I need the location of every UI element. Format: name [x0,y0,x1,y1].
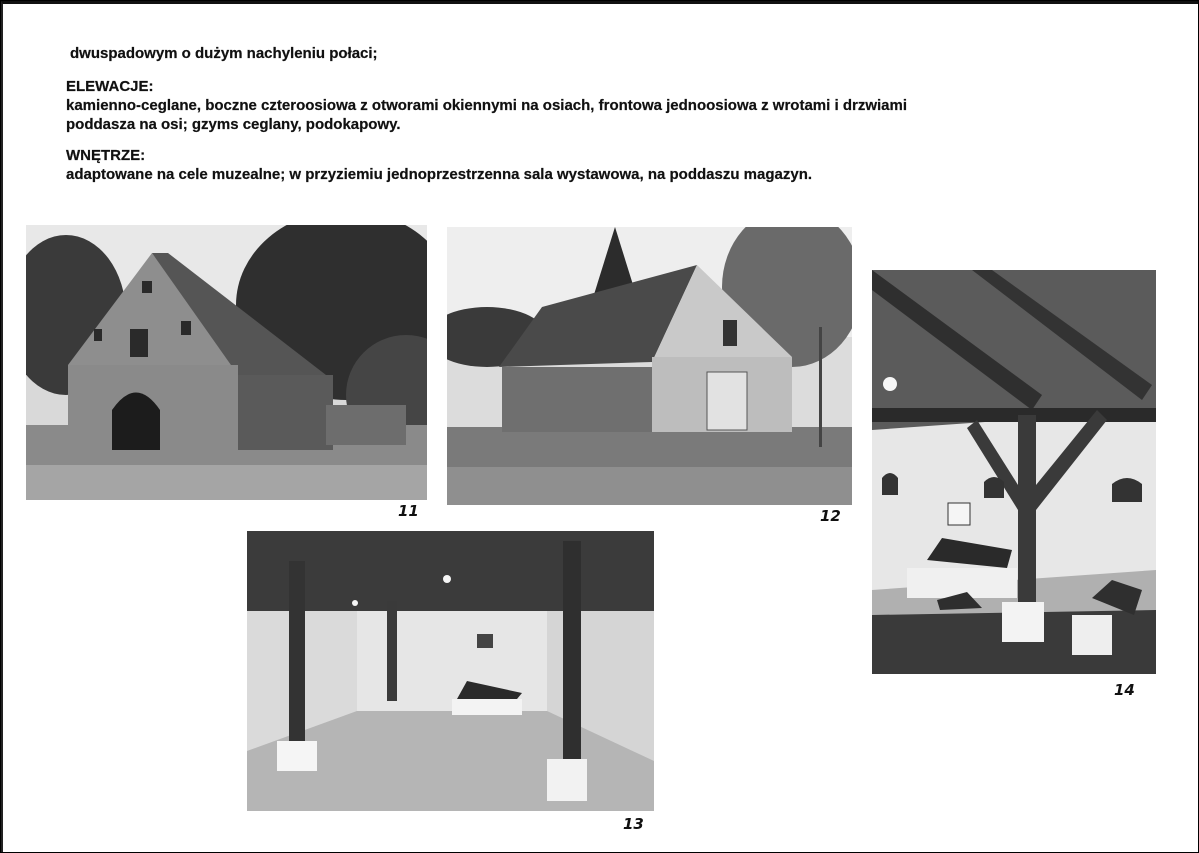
photo-stone-barn [447,227,852,505]
photo-number: 13 [623,815,644,833]
section-line: adaptowane na cele muzealne; w przyziemiu jednoprzestrzenna sala wystawowa, na poddaszu magazyn. [66,166,813,183]
photo-number: 12 [820,507,841,525]
photo-interior-beams [872,270,1156,674]
intro-line: dwuspadowym o dużym nachyleniu połaci; [70,45,378,62]
photo-interior-hall [247,531,654,811]
section-line: kamienno-ceglane, boczne czteroosiowa z otworami okiennymi na osiach, frontowa jednoosiowa z wrotami i drzwiami [66,97,907,114]
photo-brick-barn [26,225,427,500]
section-heading-interior: WNĘTRZE: [66,147,146,164]
section-heading-elevations: ELEWACJE: [66,78,154,95]
photo-number: 14 [1114,681,1135,699]
photo-number: 11 [398,502,419,520]
section-line: poddasza na osi; gzyms ceglany, podokapowy. [66,116,401,133]
description-text [66,44,1046,184]
